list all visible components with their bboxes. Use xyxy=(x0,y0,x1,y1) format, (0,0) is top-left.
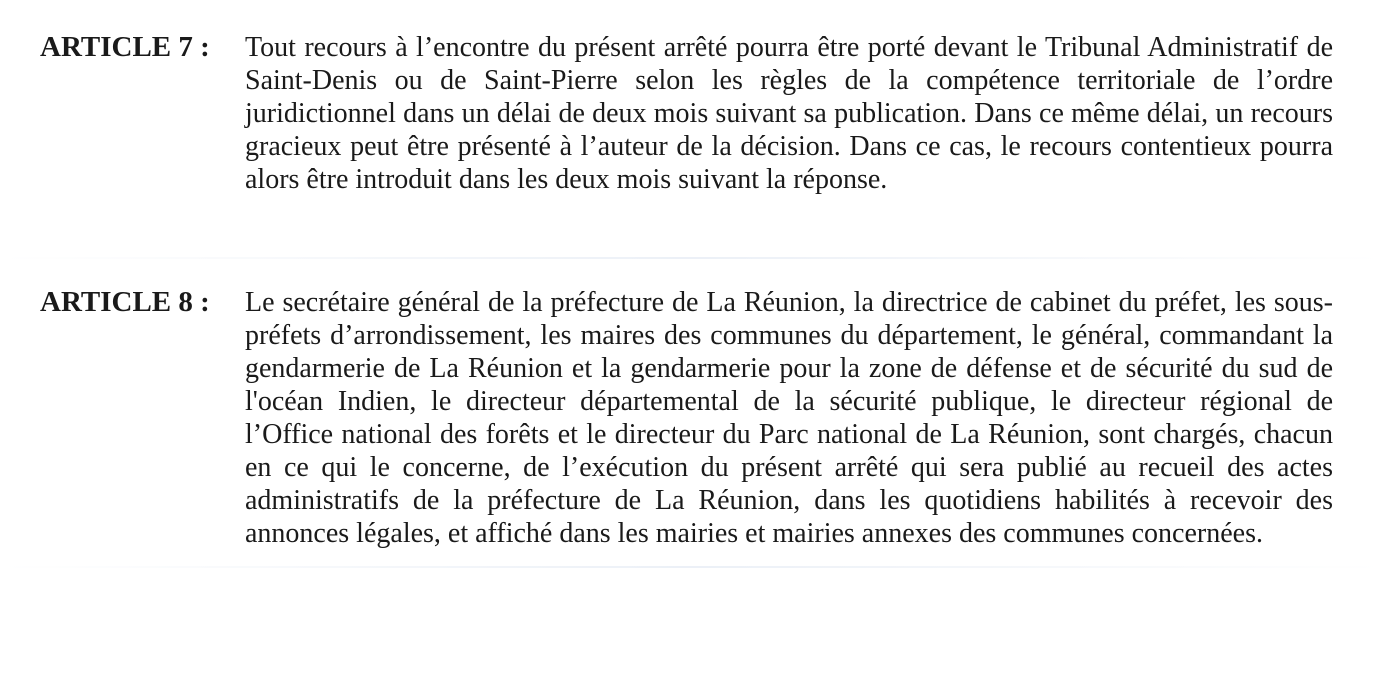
scan-artifact-line xyxy=(0,257,1384,259)
article-7-label: ARTICLE 7 : xyxy=(40,31,210,63)
article-8 xyxy=(40,286,1360,550)
article-7-text: Tout recours à l’encontre du présent arrêté pourra être porté devant le Tribunal Administratif de Saint-Denis ou de Saint-Pierre selon les règles de la compétence territoriale de l’ordre juridictionnel dans un délai de deux mois suivant sa publication. Dans ce même délai, un recours gracieux peut être présenté à l’auteur de la décision. Dans ce cas, le recours contentieux pourra alors être introduit dans les deux mois suivant la réponse. xyxy=(245,32,1333,195)
article-8-text: Le secrétaire général de la préfecture de La Réunion, la directrice de cabinet du préfet, les sous-préfets d’arrondissement, les maires des communes du département, le général, commandant la gendarmerie de La Réunion et la gendarmerie pour la zone de défense et de sécurité du sud de l'océan Indien, le directeur départemental de la sécurité publique, le directeur régional de l’Office national des forêts et le directeur du Parc national de La Réunion, sont chargés, chacun en ce qui le concerne, de l’exécution du présent arrêté qui sera publié au recueil des actes administratifs de la préfecture de La Réunion, dans les quotidiens habilités à recevoir des annonces légales, et affiché dans les mairies et mairies annexes des communes concernées. xyxy=(245,287,1333,549)
scan-artifact-line xyxy=(0,566,1384,568)
article-7 xyxy=(40,31,1360,196)
article-8-label: ARTICLE 8 : xyxy=(40,286,210,318)
